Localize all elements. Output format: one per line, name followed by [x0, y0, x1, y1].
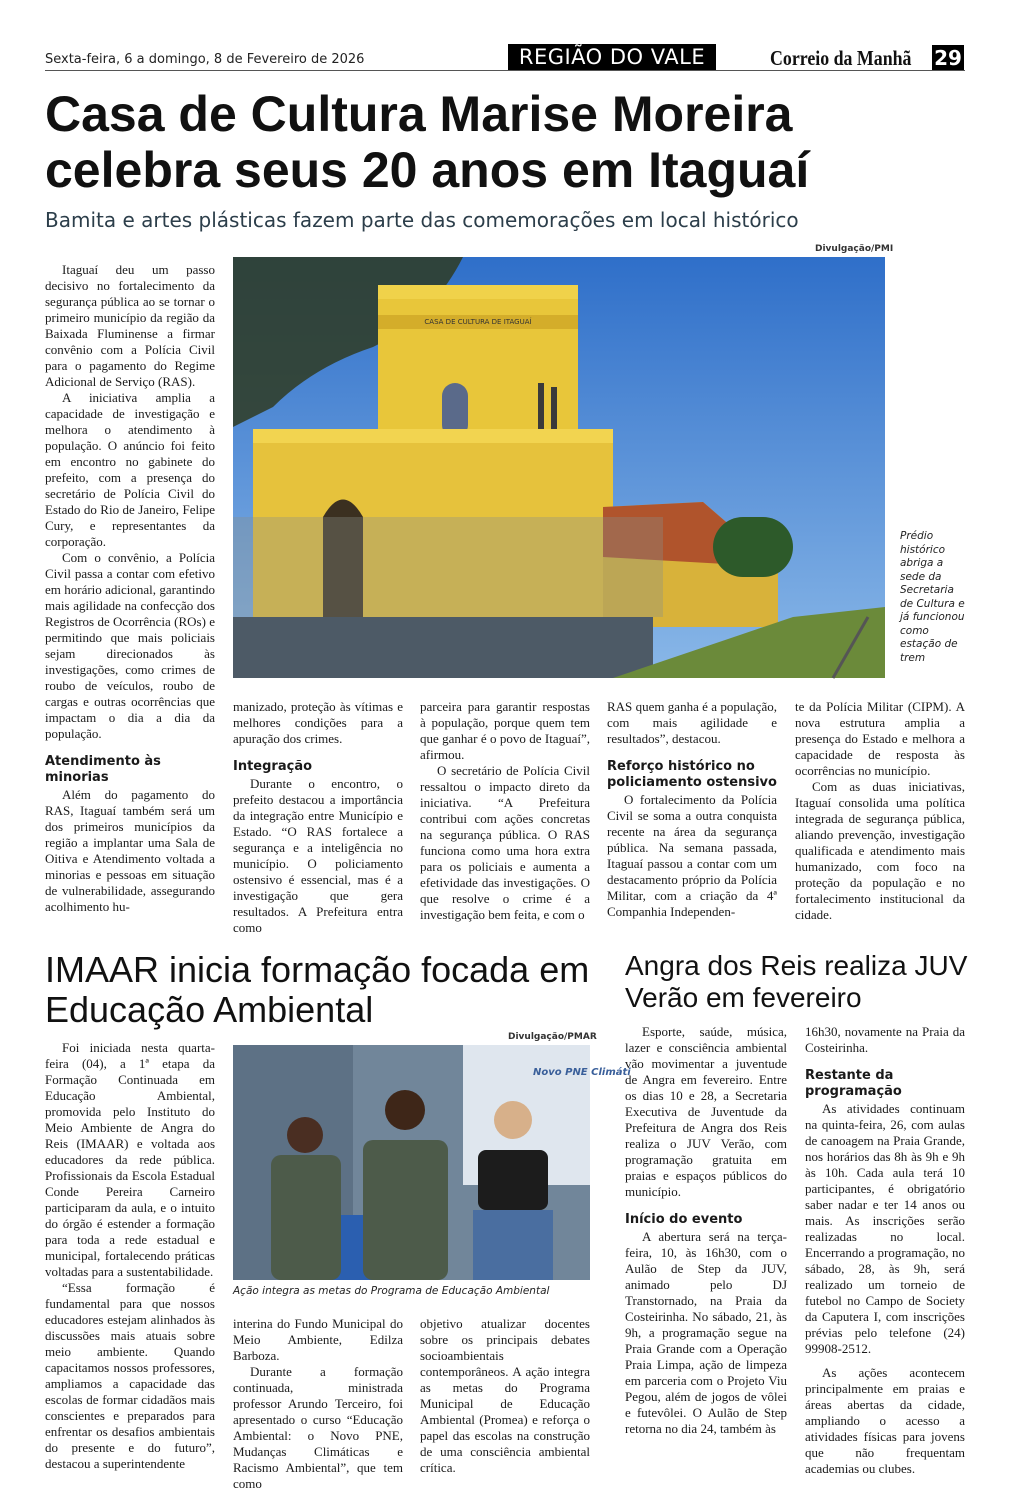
paragraph: te da Polícia Militar (CIPM). A nova estrutura amplia a presença do Estado e melhora a capacidade de resposta às ocorrências no município.: [795, 699, 965, 778]
page-number: 29: [932, 45, 964, 71]
paragraph: interina do Fundo Municipal do Meio Ambiente, Edilza Barboza.: [233, 1316, 403, 1363]
paragraph: As atividades continuam na quinta-feira, 26, com aulas de canoagem na Praia Grande, nos horários das 8h às 9h e 9h às 10h. Cada aula terá 10 participantes, é obrigatório saber nadar e ter 14 anos ou mais. As inscrições serão realizadas no local. Encerrando a programação, no sábado, 28, às 9h, será realizado um torneio de futebol no Campo de Society da Caputera I, com inscrições prévias pelo telefone (24) 99908-2512.: [805, 1101, 965, 1356]
subheading: Reforço histórico no policiamento ostensivo: [607, 759, 777, 790]
paragraph: Esporte, saúde, música, lazer e consciência ambiental vão movimentar a juventude de Angra em fevereiro. Entre os dias 10 e 28, a Secretaria Executiva de Juventude da Prefeitura de Angra dos Reis realiza o JUV Verão, com programação gratuita em praias e espaços públicos do município.: [625, 1024, 787, 1199]
imaar-column-1: [45, 1040, 215, 1472]
main-article-column-3: [420, 699, 590, 923]
banner-text: Novo PNE Climáti: [533, 1067, 631, 1078]
edition-date: Sexta-feira, 6 a domingo, 8 de Fevereiro de 2026: [45, 52, 365, 67]
main-article-column-4: [607, 699, 777, 920]
building-sign: CASA DE CULTURA DE ITAGUAÍ: [424, 318, 532, 326]
paragraph: O secretário de Polícia Civil ressaltou o impacto direto da iniciativa. “A Prefeitura contribui com ações concretas na segurança pública. O RAS funciona como uma hora extra para os policiais e aumenta a efetividade das investigações. O que resolve o crime é a investigação bem feita, e com o: [420, 763, 590, 922]
paragraph: 16h30, novamente na Praia da Costeirinha.: [805, 1024, 965, 1055]
main-article-column-5: [795, 699, 965, 923]
main-photo-building: [233, 257, 885, 678]
subheading: Início do evento: [625, 1212, 743, 1227]
juv-column-1: [625, 1024, 787, 1437]
imaar-column-2: [233, 1316, 403, 1492]
paragraph: “Essa formação é fundamental para que nossos educadores estejam alinhados às discussões mais atuais sobre meio ambiente. Quando capacitamos nossos professores, ampliamos a capacidade das escolas de formar cidadãos mais conscientes e preparados para enfrentar os desafios ambientais do presente e do futuro”, destacou a superintendente: [45, 1280, 215, 1471]
section-label: REGIÃO DO VALE: [508, 44, 716, 70]
paragraph: parceira para garantir respostas à população, porque quem tem que ganhar é o povo de Itaguaí”, afirmou.: [420, 699, 590, 762]
paragraph: Durante a formação continuada, ministrada professor Arundo Terceiro, foi apresentado o curso “Educação Ambiental: o Novo PNE, Mudanças Climáticas e Racismo Ambiental”, que tem como: [233, 1364, 403, 1491]
paragraph: Foi iniciada nesta quarta-feira (04), a 1ª etapa da Formação Continuada em Educação Ambiental, promovida pelo Instituto do Meio Ambiente de Angra do Reis (IMAAR) e voltada aos educadores da rede pública. Profissionais da Escola Estadual Conde Pereira Carneiro participaram da aula, e o intuito do órgão é estender a formação para toda a rede estadual e municipal, fortalecendo práticas voltadas para a sustentabilidade.: [45, 1040, 215, 1279]
juv-column-2: [805, 1024, 965, 1477]
main-subheadline: Bamita e artes plásticas fazem parte das comemorações em local histórico: [45, 208, 799, 232]
paragraph: A iniciativa amplia a capacidade de investigação e melhora o atendimento à população. O anúncio foi feito em encontro no gabinete do prefeito, com a presença do secretário de Polícia Civil do Estado do Rio de Janeiro, Felipe Cury, e representantes da corporação.: [45, 390, 215, 549]
photo-caption: Prédio histórico abriga a sede da Secretaria de Cultura e já funcionou como estação de trem: [900, 530, 965, 664]
juv-headline: Angra dos Reis realiza JUV Verão em fevereiro: [625, 950, 968, 1013]
paragraph: Itaguaí deu um passo decisivo no fortalecimento da segurança pública ao se tornar o primeiro município da região da Baixada Fluminense a firmar convênio com a Polícia Civil para o pagamento do Regime Adicional de Serviço (RAS).: [45, 262, 215, 389]
paragraph: As ações acontecem principalmente em praias e áreas abertas da cidade, ampliando o acesso a atividades físicas para jovens que não frequentam academias ou clubes.: [805, 1365, 965, 1476]
main-headline: Casa de Cultura Marise Moreira celebra seus 20 anos em Itaguaí: [45, 86, 810, 198]
imaar-photo-people: [233, 1045, 631, 1280]
paragraph: A abertura será na terça-feira, 10, às 16h30, com o Aulão de Step da JUV, animado pelo DJ Transtornado, na Praia da Costeirinha. No sábado, 21, às 9h, a programação segue na Praia Grande com a Operação Praia Limpa, ação de limpeza em parceria com o Projeto Viu Pegou, além de jogos de vôlei e futevôlei. O Aulão de Step retorna no dia 24, também às: [625, 1229, 787, 1436]
imaar-column-3: [420, 1316, 590, 1476]
paragraph: Além do pagamento do RAS, Itaguaí também será um dos primeiros municípios da região a implantar uma Sala de Oitiva e Atendimento voltada a minorias e pessoas em situação de vulnerabilidade, assegurando acolhimento hu-: [45, 787, 215, 914]
paragraph: Com o convênio, a Polícia Civil passa a contar com efetivo em horário adicional, garantindo mais agilidade na confecção dos Registros de Ocorrência (ROs) e permitindo que mais policiais sejam direcionados às investigações, como crimes de roubo de veículos, roubo de cargas e outras ocorrências que impactam o dia a dia da população.: [45, 550, 215, 741]
photo-credit: Divulgação/PMI: [815, 244, 894, 254]
subheading: Atendimento às minorias: [45, 754, 161, 785]
main-article-column-1: [45, 262, 215, 915]
paragraph: O fortalecimento da Polícia Civil se soma a outra conquista recente na área da segurança pública. Na semana passada, Itaguaí passou a contar com um destacamento próprio da Polícia Militar, com a criação da 4ª Companhia Independen-: [607, 792, 777, 919]
imaar-headline: IMAAR inicia formação focada em Educação Ambiental: [45, 949, 590, 1030]
paragraph: Durante o encontro, o prefeito destacou a importância da integração entre Município e Estado. “O RAS fortalece a segurança e a inteligência no município. O policiamento ostensivo é essencial, mas é a investigação que gera resultados. A Prefeitura entra como: [233, 776, 403, 935]
photo-credit: Divulgação/PMAR: [508, 1032, 597, 1042]
photo-caption: Ação integra as metas do Programa de Educação Ambiental: [233, 1285, 550, 1297]
paragraph: manizado, proteção às vítimas e melhores condições para a apuração dos crimes.: [233, 699, 403, 746]
paragraph: objetivo atualizar docentes sobre os principais debates socioambientais contemporâneos. A ação integra as metas do Programa Municipal de Educação Ambiental (Promea) e reforça o papel das escolas na construção de uma consciência ambiental crítica.: [420, 1316, 590, 1475]
paragraph: RAS quem ganha é a população, com mais agilidade e resultados”, destacou.: [607, 699, 777, 746]
paragraph: Com as duas iniciativas, Itaguaí consolida uma política integrada de segurança pública, aliando prevenção, investigação qualificada e atendimento mais humanizado, com foco na proteção da população e no fortalecimento institucional da cidade.: [795, 779, 965, 922]
newspaper-logo: Correio da Manhã: [770, 46, 912, 70]
main-article-column-2: [233, 699, 403, 936]
subheading: Restante da programação: [805, 1068, 902, 1099]
header-divider: [45, 70, 965, 71]
subheading: Integração: [233, 759, 313, 774]
